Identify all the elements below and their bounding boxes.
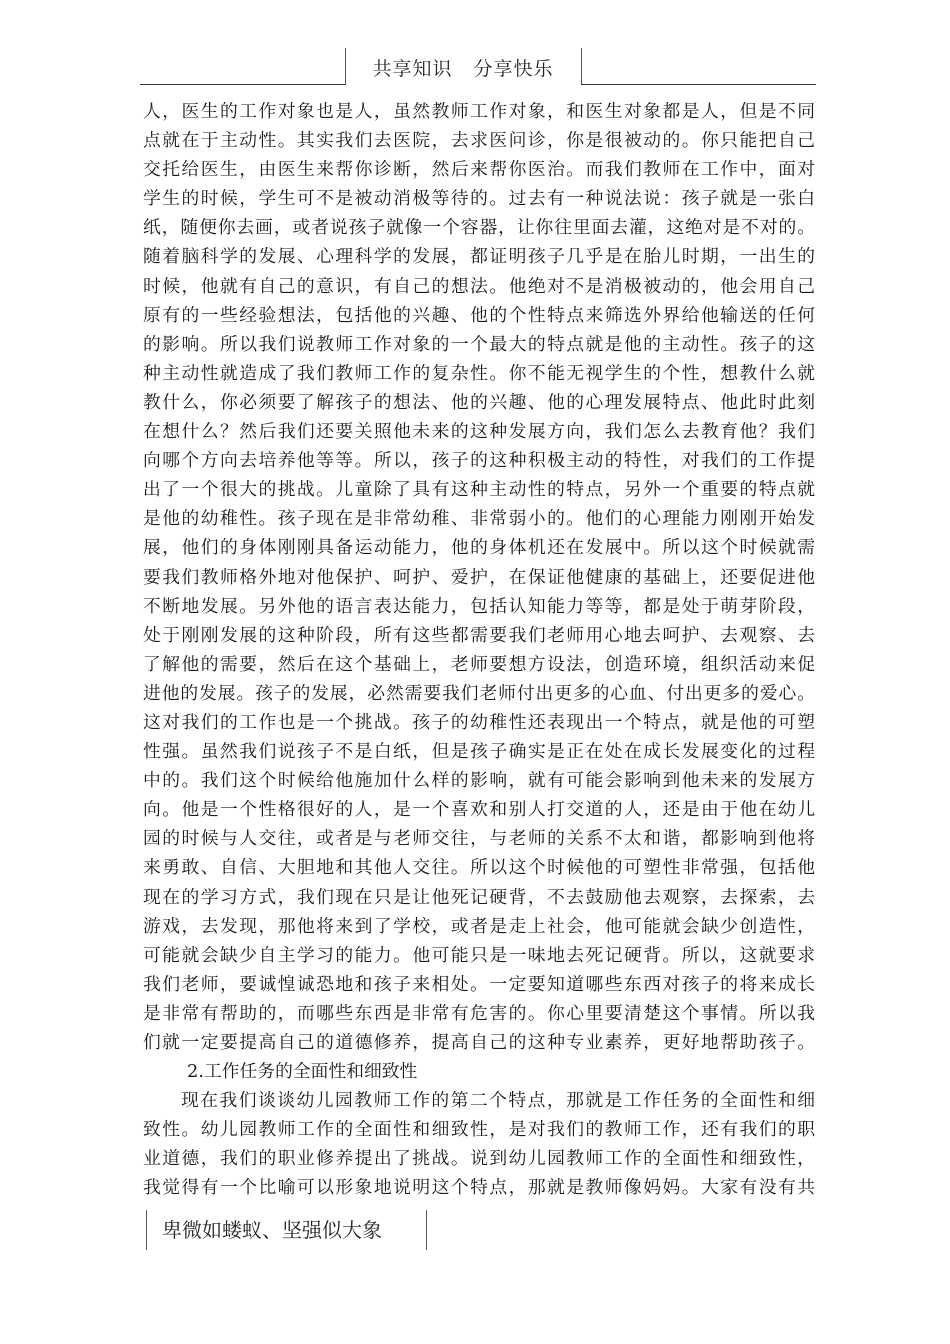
header-rule-left bbox=[140, 84, 345, 85]
text-line: 时候，他就有自己的意识，有自己的想法。他绝对不是消极被动的，他会用自己 bbox=[143, 275, 815, 297]
text-line: 游戏，去发现，那他将来到了学校，或者是走上社会，他可能就会缺少创造性， bbox=[143, 915, 815, 937]
text-line: 现在的学习方式，我们现在只是让他死记硬背，不去鼓励他去观察，去探索，去 bbox=[143, 886, 815, 908]
text-line: 种主动性就造成了我们教师工作的复杂性。你不能无视学生的个性，想教什么就 bbox=[143, 362, 815, 384]
text-line: 园的时候与人交往，或者是与老师交往，与老师的关系不太和谐，都影响到他将 bbox=[143, 828, 815, 850]
text-line: 进他的发展。孩子的发展，必然需要我们老师付出更多的心血、付出更多的爱心。 bbox=[143, 682, 815, 704]
text-line: 中的。我们这个时候给他施加什么样的影响，就有可能会影响到他未来的发展方 bbox=[143, 770, 815, 792]
document-body bbox=[143, 97, 815, 1203]
text-line: 点就在于主动性。其实我们去医院，去求医问诊，你是很被动的。你只能把自己 bbox=[143, 130, 815, 152]
text-line: 是他的幼稚性。孩子现在是非常幼稚、非常弱小的。他们的心理能力刚刚开始发 bbox=[143, 508, 815, 530]
text-line: 向哪个方向去培养他等等。所以，孩子的这种积极主动的特性，对我们的工作提 bbox=[143, 450, 815, 472]
text-line: 展，他们的身体刚刚具备运动能力，他的身体机还在发展中。所以这个时候就需 bbox=[143, 537, 815, 559]
paragraph-2 bbox=[143, 1086, 815, 1202]
text-line: 现在我们谈谈幼儿园教师工作的第二个特点，那就是工作任务的全面性和细 bbox=[181, 1090, 815, 1112]
text-line: 随着脑科学的发展、心理科学的发展，都证明孩子几乎是在胎儿时期，一出生的 bbox=[143, 246, 815, 268]
text-line: 处于刚刚发展的这种阶段，所有这些都需要我们老师用心地去呵护、去观察、去 bbox=[143, 624, 815, 646]
text-line: 致性。幼儿园教师工作的全面性和细致性，是对我们的教师工作，还有我们的职 bbox=[143, 1119, 815, 1141]
text-line: 不断地发展。另外他的语言表达能力，包括认知能力等等，都是处于萌芽阶段， bbox=[143, 595, 815, 617]
page-footer bbox=[0, 1200, 950, 1260]
text-line: 们就一定要提高自己的道德修养，提高自己的这种专业素养，更好地帮助孩子。 bbox=[143, 1032, 815, 1053]
text-line: 教什么，你必须要了解孩子的想法、他的兴趣、他的心理发展特点、他此时此刻 bbox=[143, 391, 815, 413]
text-line: 要我们教师格外地对他保护、呵护、爱护，在保证他健康的基础上，还要促进他 bbox=[143, 566, 815, 588]
text-line: 可能就会缺少自主学习的能力。他可能只是一味地去死记硬背。所以，这就要求 bbox=[143, 944, 815, 966]
header-rule-right bbox=[581, 84, 816, 85]
text-line: 学生的时候，学生可不是被动消极等待的。过去有一种说法说：孩子就是一张白 bbox=[143, 188, 815, 210]
text-line: 原有的一些经验想法，包括他的兴趣、他的个性特点来筛选外界给他输送的任何 bbox=[143, 304, 815, 326]
text-line: 人，医生的工作对象也是人，虽然教师工作对象，和医生对象都是人，但是不同 bbox=[143, 101, 815, 122]
footer-slogan: 卑微如蝼蚁、坚强似大象 bbox=[162, 1218, 382, 1242]
text-line: 是非常有帮助的，而哪些东西是非常有危害的。你心里要清楚这个事情。所以我 bbox=[143, 1002, 815, 1024]
text-line: 业道德，我们的职业修养提出了挑战。说到幼儿园教师工作的全面性和细致性， bbox=[143, 1148, 815, 1170]
text-line: 了解他的需要，然后在这个基础上，老师要想方设法，创造环境，组织活动来促 bbox=[143, 653, 815, 675]
footer-divider-right bbox=[426, 1210, 427, 1250]
text-line: 性强。虽然我们说孩子不是白纸，但是孩子确实是正在处在成长发展变化的过程 bbox=[143, 741, 815, 763]
text-line: 交托给医生，由医生来帮你诊断，然后来帮你医治。而我们教师在工作中，面对 bbox=[143, 159, 815, 181]
text-line: 我们老师，要诚惶诚恐地和孩子来相处。一定要知道哪些东西对孩子的将来成长 bbox=[143, 973, 815, 995]
text-line: 我觉得有一个比喻可以形象地说明这个特点，那就是教师像妈妈。大家有没有共 bbox=[143, 1177, 815, 1199]
text-line: 的影响。所以我们说教师工作对象的一个最大的特点就是他的主动性。孩子的这 bbox=[143, 333, 815, 355]
text-line: 出了一个很大的挑战。儿童除了具有这种主动性的特点，另外一个重要的特点就 bbox=[143, 479, 815, 501]
text-line: 纸，随便你去画，或者说孩子就像一个容器，让你往里面去灌，这绝对是不对的。 bbox=[143, 217, 815, 239]
header-divider-right bbox=[581, 48, 582, 85]
footer-divider-left bbox=[146, 1210, 147, 1250]
text-line: 来勇敢、自信、大胆地和其他人交往。所以这个时候他的可塑性非常强，包括他 bbox=[143, 857, 815, 879]
text-line: 在想什么？然后我们还要关照他未来的这种发展方向，我们怎么去教育他？我们 bbox=[143, 421, 815, 443]
text-line: 向。他是一个性格很好的人，是一个喜欢和别人打交道的人，还是由于他在幼儿 bbox=[143, 799, 815, 821]
section-heading: 2.工作任务的全面性和细致性 bbox=[187, 1061, 418, 1083]
page-header bbox=[0, 0, 950, 100]
text-line: 这对我们的工作也是一个挑战。孩子的幼稚性还表现出一个特点，就是他的可塑 bbox=[143, 711, 815, 733]
paragraph-1 bbox=[143, 97, 815, 1057]
header-title: 共享知识 分享快乐 bbox=[372, 58, 554, 80]
